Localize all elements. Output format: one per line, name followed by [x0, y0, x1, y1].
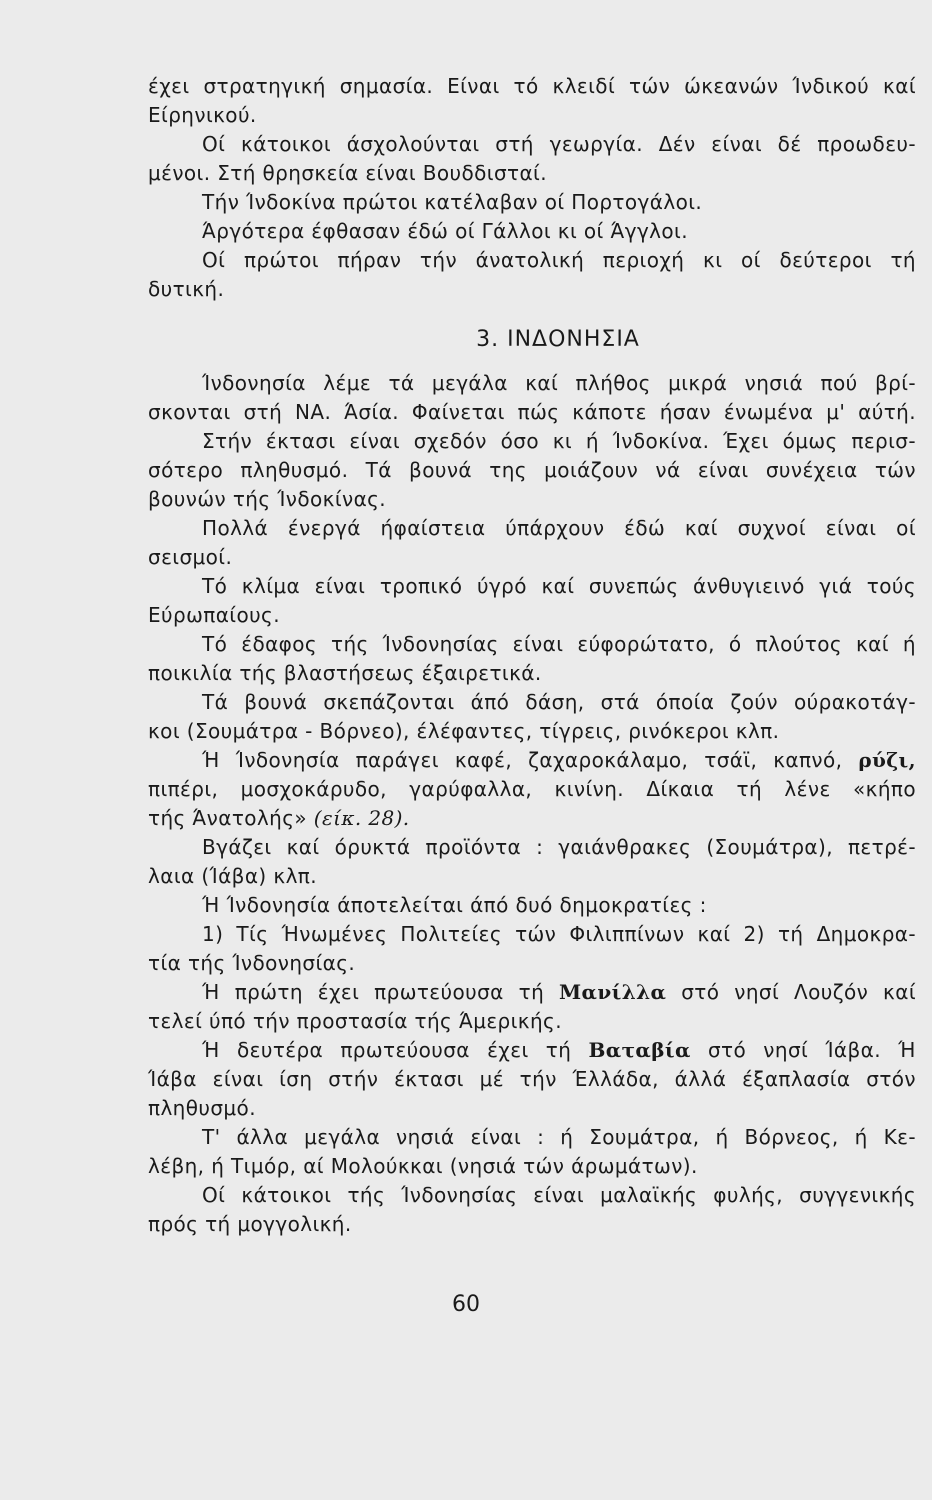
text-line: Εύρωπαίους.: [148, 603, 280, 627]
text-line: μένοι. Στή θρησκεία είναι Βουδδισταί.: [148, 161, 547, 185]
text-line: Τ' άλλα μεγάλα νησιά είναι : ή Σουμάτρα, ή Βόρνεος, ή Κε-: [202, 1125, 916, 1149]
text-line: Οί κάτοικοι τής Ίνδονησίας είναι μαλαϊκής φυλής, συγγενικής: [202, 1183, 916, 1207]
text-line: Οί πρώτοι πήραν τήν άνατολική περιοχή κι οί δεύτεροι τή: [202, 248, 916, 272]
text-line: [148, 804, 916, 833]
text-line: λέβη, ή Τιμόρ, αί Μολούκκαι (νησιά τών άρωμάτων).: [148, 1154, 698, 1178]
text-line: Τό κλίμα είναι τροπικό ύγρό καί συνεπώς άνθυγιεινό γιά τούς: [202, 574, 916, 598]
text-line: τελεί ύπό τήν προστασία τής Άμερικής.: [148, 1009, 562, 1033]
page-number: 60: [452, 1292, 480, 1317]
text-line: ποικιλία τής βλαστήσεως έξαιρετικά.: [148, 661, 542, 685]
text-line: πιπέρι, μοσχοκάρυδο, γαρύφαλλα, κινίνη. Δίκαια τή λένε «κήπο: [148, 777, 916, 801]
section-heading: 3. ΙΝΔΟΝΗΣΙΑ: [476, 327, 640, 352]
text-line: έχει στρατηγική σημασία. Είναι τό κλειδί τών ώκεανών Ίνδικού καί: [148, 74, 916, 98]
book-page: [148, 72, 916, 1239]
text-span: Ή πρώτη έχει πρωτεύουσα τή: [202, 980, 545, 1004]
text-line: Στήν έκτασι είναι σχεδόν όσο κι ή Ίνδοκίνα. Έχει όμως περισ-: [202, 429, 916, 453]
bold-term: ρύζι,: [858, 748, 916, 772]
text-line: [148, 1036, 916, 1065]
text-line: κοι (Σουμάτρα - Βόρνεο), έλέφαντες, τίγρεις, ρινόκεροι κλπ.: [148, 719, 780, 743]
text-line: [148, 746, 916, 775]
figure-reference: (είκ. 28).: [313, 806, 410, 830]
text-line: Ίνδονησία λέμε τά μεγάλα καί πλήθος μικρά νησιά πού βρί-: [202, 371, 916, 395]
text-line: [148, 978, 916, 1007]
text-line: Είρηνικού.: [148, 103, 257, 127]
text-line: Βγάζει καί όρυκτά προϊόντα : γαιάνθρακες (Σουμάτρα), πετρέ-: [202, 835, 916, 859]
text-line: σότερο πληθυσμό. Τά βουνά της μοιάζουν νά είναι συνέχεια τών: [148, 458, 916, 482]
text-line: Οί κάτοικοι άσχολούνται στή γεωργία. Δέν είναι δέ προωδευ-: [202, 132, 916, 156]
text-line: 1) Τίς Ήνωμένες Πολιτείες τών Φιλιππίνων καί 2) τή Δημοκρα-: [202, 922, 916, 946]
text-line: δυτική.: [148, 277, 225, 301]
text-span: Ή δευτέρα πρωτεύουσα έχει τή: [202, 1038, 572, 1062]
text-line: σεισμοί.: [148, 545, 233, 569]
text-line: Πολλά ένεργά ήφαίστεια ύπάρχουν έδώ καί συχνοί είναι οί: [202, 516, 916, 540]
text-line: τία τής Ίνδονησίας.: [148, 951, 356, 975]
text-line: Ίάβα είναι ίση στήν έκτασι μέ τήν Έλλάδα, άλλά έξαπλασία στόν: [148, 1067, 916, 1091]
text-span: στό νησί Λουζόν καί: [681, 980, 916, 1004]
text-span: Ή Ίνδονησία παράγει καφέ, ζαχαροκάλαμο, τσάϊ, καπνό,: [202, 748, 843, 772]
text-span: τής Άνατολής»: [148, 806, 307, 830]
text-line: βουνών τής Ίνδοκίνας.: [148, 487, 387, 511]
text-line: Τά βουνά σκεπάζονται άπό δάση, στά όποία ζούν ούρακοτάγ-: [202, 690, 916, 714]
text-line: λαια (Ίάβα) κλπ.: [148, 864, 318, 888]
bold-term: Βαταβία: [588, 1038, 691, 1062]
text-line: πληθυσμό.: [148, 1096, 256, 1120]
text-line: Άργότερα έφθασαν έδώ οί Γάλλοι κι οί Άγγλοι.: [202, 219, 688, 243]
text-line: Τήν Ίνδοκίνα πρώτοι κατέλαβαν οί Πορτογάλοι.: [202, 190, 703, 214]
text-line: πρός τή μογγολική.: [148, 1212, 352, 1236]
text-line: Ή Ίνδονησία άποτελείται άπό δυό δημοκρατίες :: [202, 893, 707, 917]
text-line: Τό έδαφος τής Ίνδονησίας είναι εύφορώτατο, ό πλούτος καί ή: [202, 632, 916, 656]
bold-term: Μανίλλα: [559, 980, 667, 1004]
text-line: σκονται στή ΝΑ. Άσία. Φαίνεται πώς κάποτε ήσαν ένωμένα μ' αύτή.: [148, 400, 916, 424]
text-span: στό νησί Ίάβα. Ή: [707, 1038, 917, 1062]
